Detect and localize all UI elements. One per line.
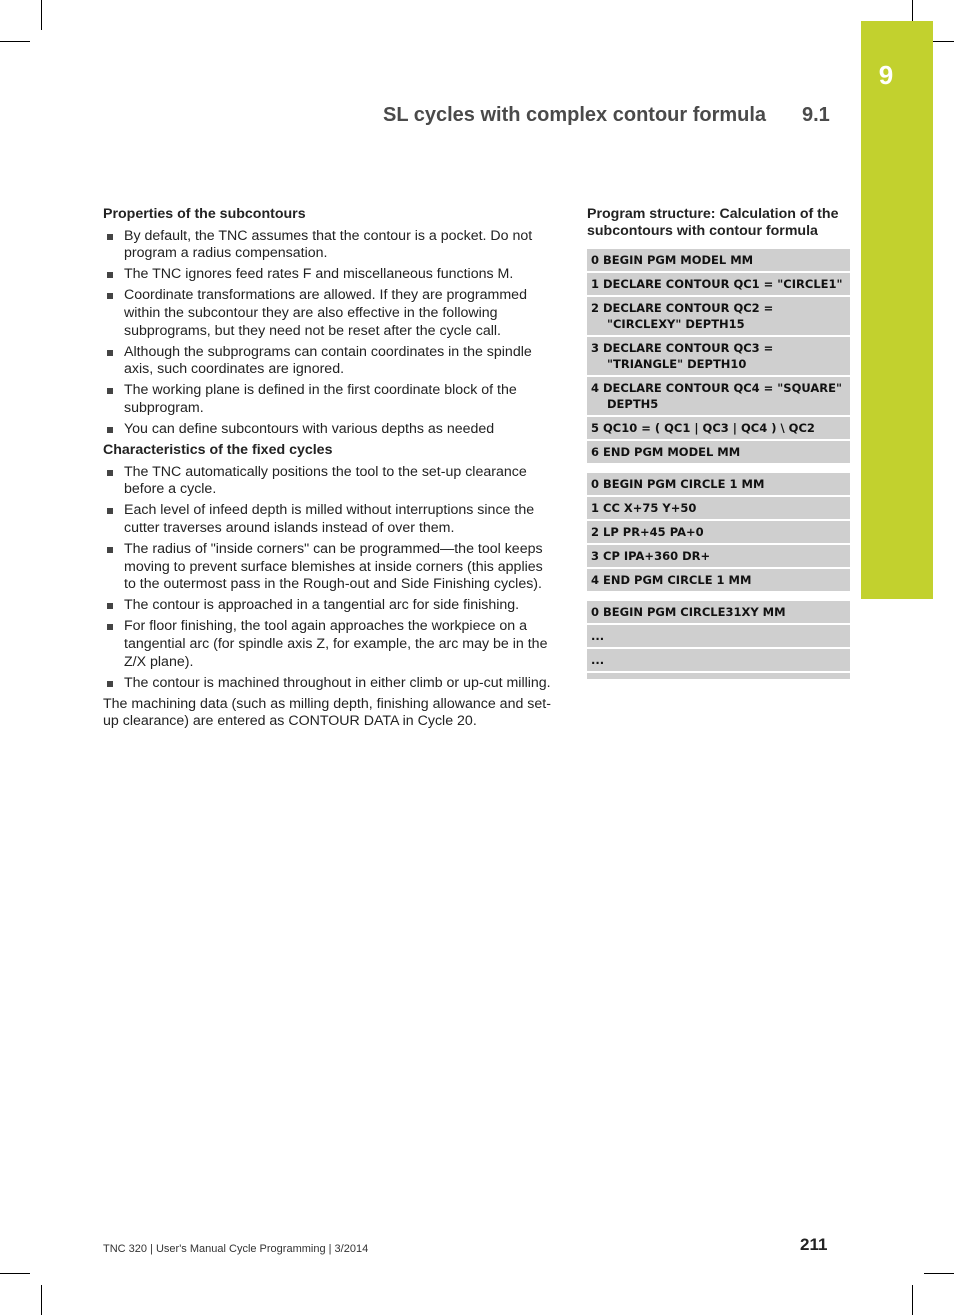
crop-mark xyxy=(912,1285,913,1315)
chapter-number: 9 xyxy=(878,60,894,90)
code-line: 6 END PGM MODEL MM xyxy=(587,441,850,465)
page-number: 211 xyxy=(800,1235,828,1254)
bullet-icon xyxy=(107,427,113,433)
code-line: 2 LP PR+45 PA+0 xyxy=(587,521,850,545)
footer-text: TNC 320 | User's Manual Cycle Programming | 3/2014 xyxy=(103,1243,369,1255)
crop-mark xyxy=(0,1273,30,1274)
subcontour-properties-list xyxy=(103,228,555,439)
bullet-icon xyxy=(107,603,113,609)
code-line: 0 BEGIN PGM MODEL MM xyxy=(587,249,850,273)
code-line: 4 END PGM CIRCLE 1 MM xyxy=(587,569,850,593)
bullet-icon xyxy=(107,508,113,514)
code-line: ... xyxy=(587,625,850,649)
list-item: The TNC automatically positions the tool to the set-up clearance before a cycle. xyxy=(103,464,555,499)
crop-mark xyxy=(924,1273,954,1274)
list-item: Each level of infeed depth is milled without interruptions since the cutter traverses around islands instead of over them. xyxy=(103,502,555,537)
list-item: The TNC ignores feed rates F and miscellaneous functions M. xyxy=(103,266,555,284)
code-line: 0 BEGIN PGM CIRCLE31XY MM xyxy=(587,601,850,625)
crop-mark xyxy=(41,1285,42,1315)
list-item: Although the subprograms can contain coordinates in the spindle axis, such coordinates are ignored. xyxy=(103,344,555,379)
code-line: 2 DECLARE CONTOUR QC2 = "CIRCLEXY" DEPTH15 xyxy=(587,297,850,337)
code-line: ... xyxy=(587,649,850,673)
code-block-model xyxy=(587,249,850,465)
section-number: 9.1 xyxy=(802,104,830,126)
crop-mark xyxy=(41,0,42,30)
list-item: The contour is approached in a tangential arc for side finishing. xyxy=(103,597,555,615)
bullet-icon xyxy=(107,272,113,278)
list-item: The radius of "inside corners" can be programmed—the tool keeps moving to prevent surface blemishes at inside corners (this applies to the outermost pass in the Rough-out and Side Finishing cycles). xyxy=(103,541,555,594)
code-line-empty xyxy=(587,673,850,681)
chapter-tab xyxy=(861,21,933,599)
code-line: 3 CP IPA+360 DR+ xyxy=(587,545,850,569)
list-item: The working plane is defined in the first coordinate block of the subprogram. xyxy=(103,382,555,417)
bullet-icon xyxy=(107,350,113,356)
list-item: By default, the TNC assumes that the contour is a pocket. Do not program a radius compensation. xyxy=(103,228,555,263)
bullet-icon xyxy=(107,547,113,553)
code-line: 5 QC10 = ( QC1 | QC3 | QC4 ) \ QC2 xyxy=(587,417,850,441)
code-block-circle31xy xyxy=(587,601,850,681)
bullet-icon xyxy=(107,624,113,630)
closing-paragraph: The machining data (such as milling depth, finishing allowance and set-up clearance) are entered as CONTOUR DATA in Cycle 20. xyxy=(103,695,551,730)
right-column xyxy=(587,206,850,689)
bullet-icon xyxy=(107,470,113,476)
list-item: You can define subcontours with various depths as needed xyxy=(103,421,555,439)
list-item: The contour is machined throughout in either climb or up-cut milling. xyxy=(103,675,555,693)
bullet-icon xyxy=(107,388,113,394)
bullet-icon xyxy=(107,234,113,240)
left-column xyxy=(103,206,555,731)
list-item: For floor finishing, the tool again approaches the workpiece on a tangential arc (for spindle axis Z, for example, the arc may be in the Z/X plane). xyxy=(103,618,555,671)
fixed-cycles-list xyxy=(103,464,555,693)
code-line: 3 DECLARE CONTOUR QC3 = "TRIANGLE" DEPTH10 xyxy=(587,337,850,377)
code-block-circle1 xyxy=(587,473,850,593)
bullet-icon xyxy=(107,293,113,299)
code-line: 4 DECLARE CONTOUR QC4 = "SQUARE" DEPTH5 xyxy=(587,377,850,417)
subcontours-heading: Properties of the subcontours xyxy=(103,206,306,222)
crop-mark xyxy=(0,41,30,42)
code-line: 0 BEGIN PGM CIRCLE 1 MM xyxy=(587,473,850,497)
fixed-cycles-heading: Characteristics of the fixed cycles xyxy=(103,442,333,459)
page-title: SL cycles with complex contour formula xyxy=(383,104,767,126)
program-structure-heading: Program structure: Calculation of the subcontours with contour formula xyxy=(587,206,839,240)
list-item: Coordinate transformations are allowed. If they are programmed within the subcontour they are also effective in the following subprograms, but they need not be reset after the cycle call. xyxy=(103,287,555,340)
code-line: 1 CC X+75 Y+50 xyxy=(587,497,850,521)
code-line: 1 DECLARE CONTOUR QC1 = "CIRCLE1" xyxy=(587,273,850,297)
bullet-icon xyxy=(107,681,113,687)
